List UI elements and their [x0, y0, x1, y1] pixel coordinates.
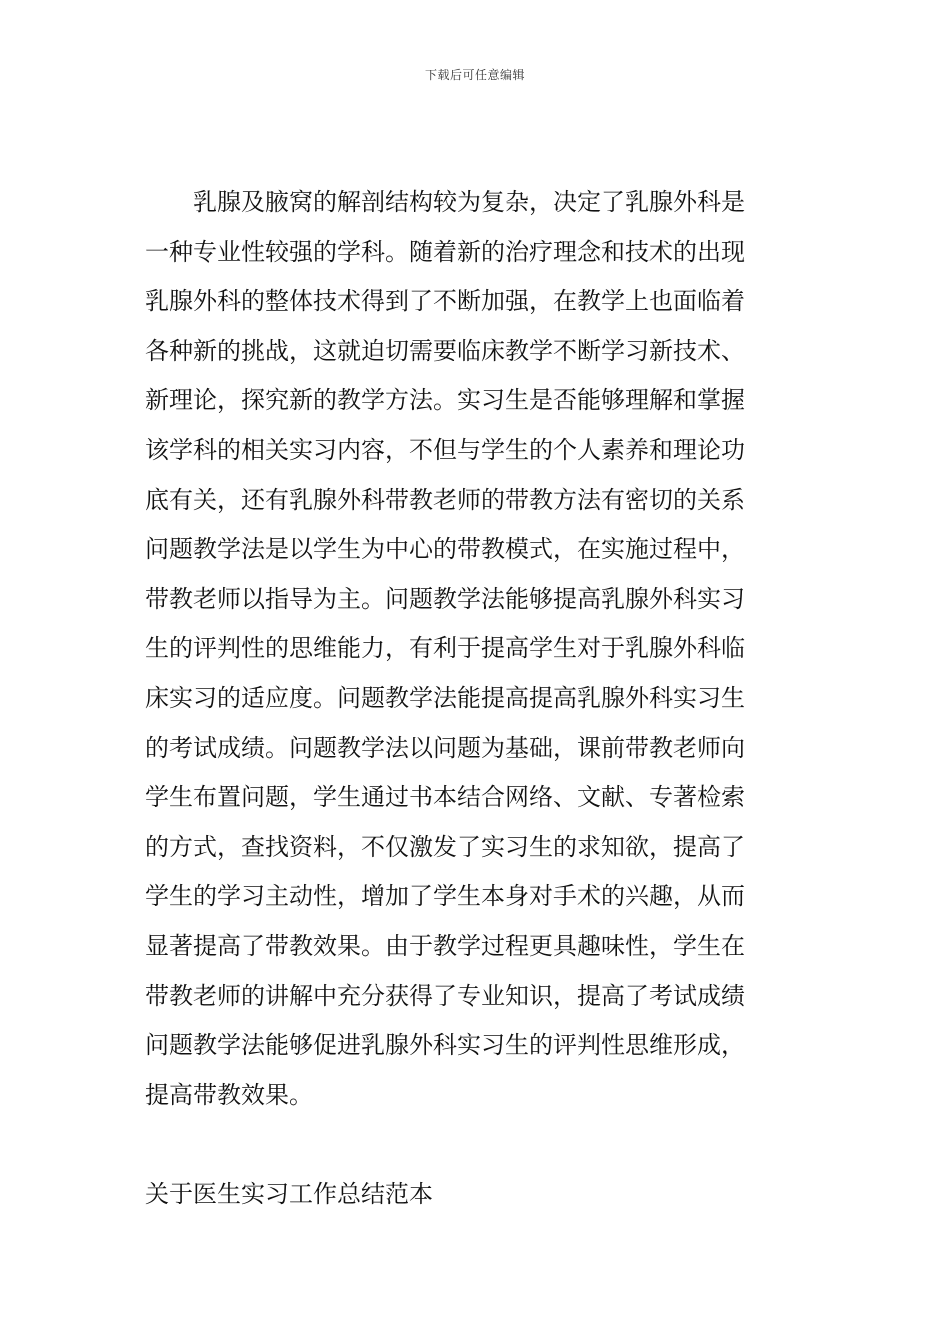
paragraph-line: 的方式，查找资料，不仅激发了实习生的求知欲，提高了 — [145, 832, 745, 861]
paragraph-line: 提高带教效果。 — [145, 1080, 313, 1109]
paragraph-line: 的考试成绩。问题教学法以问题为基础，课前带教老师向 — [145, 733, 745, 762]
paragraph-line: 生的评判性的思维能力，有利于提高学生对于乳腺外科临 — [145, 634, 745, 663]
section-title: 关于医生实习工作总结范本 — [145, 1180, 433, 1208]
header-note: 下载后可任意编辑 — [424, 68, 525, 82]
paragraph-line: 问题教学法是以学生为中心的带教模式，在实施过程中， — [145, 535, 745, 564]
paragraph-line: 各种新的挑战，这就迫切需要临床教学不断学习新技术、 — [145, 336, 745, 365]
paragraph-line: 学生的学习主动性，增加了学生本身对手术的兴趣，从而 — [145, 882, 745, 911]
body-paragraph — [145, 178, 815, 1120]
paragraph-line: 问题教学法能够促进乳腺外科实习生的评判性思维形成， — [145, 1031, 745, 1060]
paragraph-line: 该学科的相关实习内容，不但与学生的个人素养和理论功 — [145, 435, 745, 464]
paragraph-line: 乳腺及腋窝的解剖结构较为复杂，决定了乳腺外科是 — [145, 188, 745, 216]
paragraph-line: 一种专业性较强的学科。随着新的治疗理念和技术的出现 — [145, 237, 745, 266]
paragraph-line: 底有关，还有乳腺外科带教老师的带教方法有密切的关系 — [145, 485, 745, 514]
paragraph-line: 学生布置问题，学生通过书本结合网络、文献、专著检索 — [145, 783, 745, 812]
paragraph-line: 乳腺外科的整体技术得到了不断加强，在教学上也面临着 — [145, 287, 745, 316]
paragraph-line: 带教老师以指导为主。问题教学法能够提高乳腺外科实习 — [145, 584, 745, 613]
paragraph-line: 床实习的适应度。问题教学法能提高提高乳腺外科实习生 — [145, 683, 745, 712]
paragraph-line: 显著提高了带教效果。由于教学过程更具趣味性，学生在 — [145, 931, 745, 960]
paragraph-line: 新理论，探究新的教学方法。实习生是否能够理解和掌握 — [145, 386, 745, 415]
paragraph-line: 带教老师的讲解中充分获得了专业知识，提高了考试成绩 — [145, 981, 745, 1010]
